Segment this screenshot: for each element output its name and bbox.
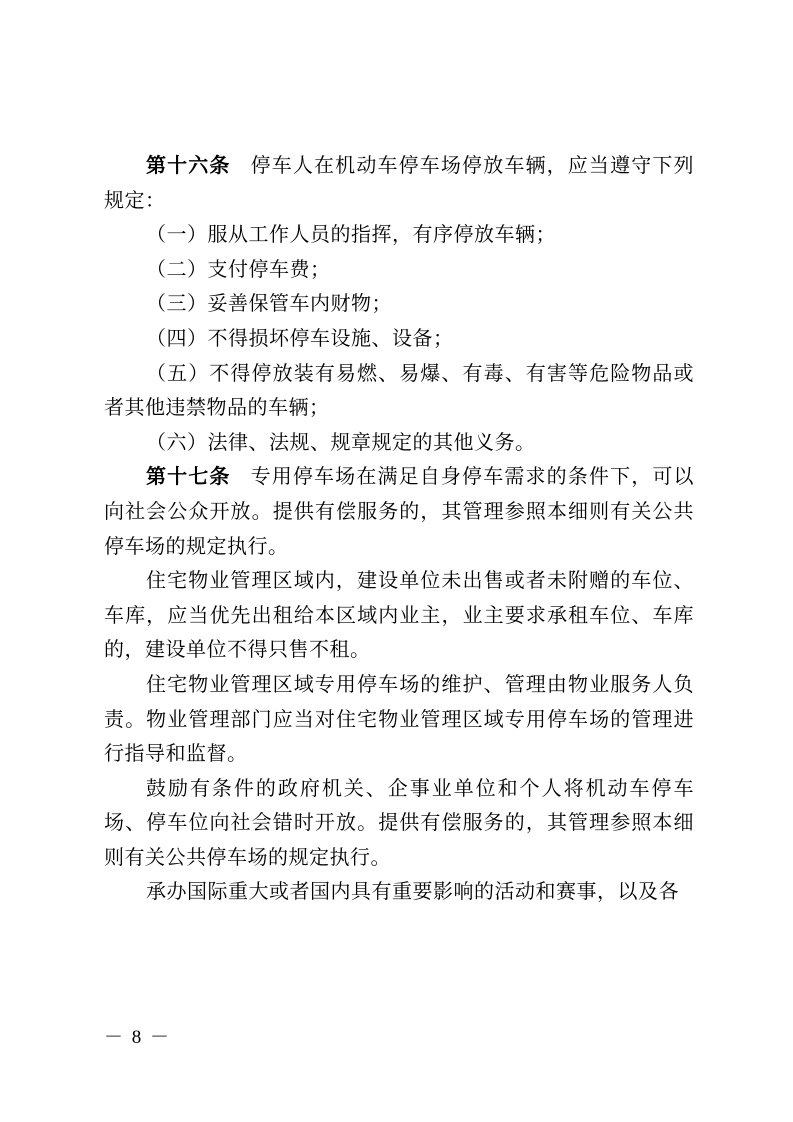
document-body: [104, 148, 694, 909]
article-16-item-5: （五）不得停放装有易燃、易爆、有毒、有害等危险物品或者其他违禁物品的车辆；: [104, 360, 694, 420]
article-16: [104, 148, 694, 217]
article-17: [104, 459, 694, 563]
article-17-paragraph-4: 承办国际重大或者国内具有重要影响的活动和赛事，以及各: [146, 879, 679, 904]
article-16-item-2: （二）支付停车费；: [146, 256, 331, 281]
page-number: － 8 －: [104, 1027, 172, 1048]
article-17-paragraph-1: 住宅物业管理区域内，建设单位未出售或者未附赠的车位、车库，应当优先出租给本区域内业主，业主要求承租车位、车库的，建设单位不得只售不租。: [104, 568, 694, 662]
article-16-number: 第十六条: [146, 153, 231, 177]
article-17-paragraph-2: 住宅物业管理区域专用停车场的维护、管理由物业服务人负责。物业管理部门应当对住宅物业管理区域专用停车场的管理进行指导和监督。: [104, 671, 694, 766]
article-16-item-1: （一）服从工作人员的指挥，有序停放车辆；: [146, 222, 556, 247]
article-16-item-4: （四）不得损坏停车设施、设备；: [146, 325, 454, 350]
article-16-item-3: （三）妥善保管车内财物；: [146, 291, 392, 316]
article-16-item-6: （六）法律、法规、规章规定的其他义务。: [146, 429, 536, 454]
article-16-text: 停车人在机动车停车场停放车辆，应当遵守下列规定：: [104, 153, 695, 212]
article-17-number: 第十七条: [146, 464, 231, 489]
article-17-paragraph-3: 鼓励有条件的政府机关、企事业单位和个人将机动车停车场、停车位向社会错时开放。提供有偿服务的，其管理参照本细则有关公共停车场的规定执行。: [104, 775, 694, 869]
article-17-text: 专用停车场在满足自身停车需求的条件下，可以向社会公众开放。提供有偿服务的，其管理参照本细则有关公共停车场的规定执行。: [104, 464, 695, 558]
